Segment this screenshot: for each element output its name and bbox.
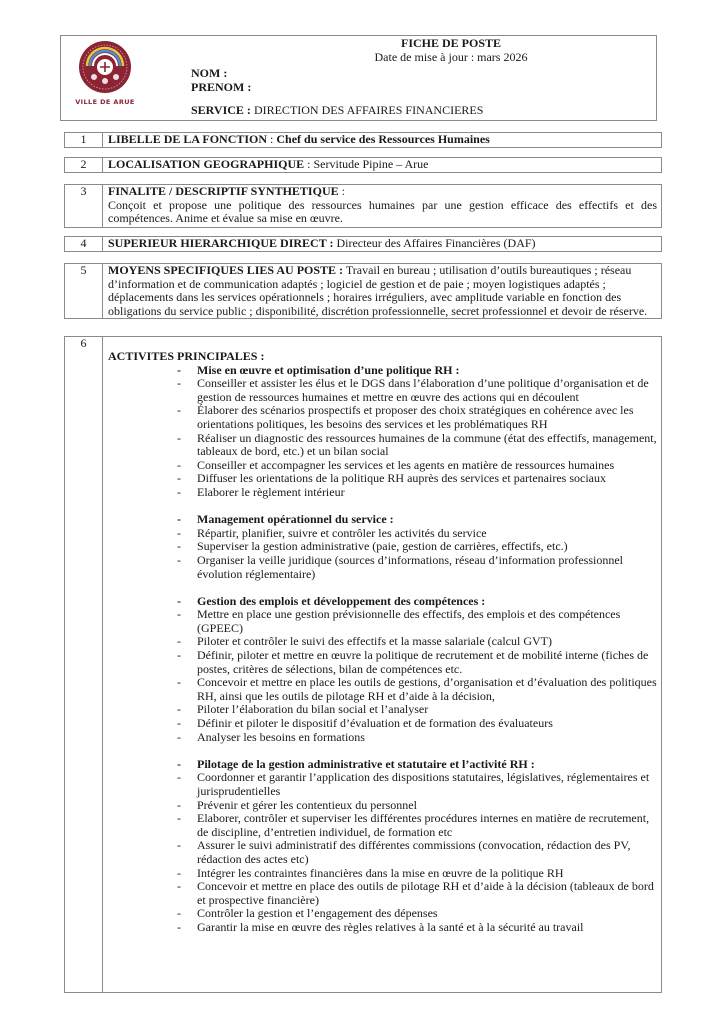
separator: :	[338, 184, 345, 198]
section-label: MOYENS SPECIFIQUES LIES AU POSTE :	[108, 263, 344, 277]
section-number: 4	[65, 237, 103, 251]
section-content	[103, 264, 661, 318]
section-value: Servitude Pipine – Arue	[313, 157, 429, 171]
section-value: Conçoit et propose une politique des ressources humaines par une gestion efficace des effectifs et des compétences. Anime et évalue sa mise en œuvre.	[108, 197, 657, 226]
activity-item: - Conseiller et assister les élus et le DGS dans l’élaboration d’une politique d’organisation et de gestion de ressources humaines et mettre en œuvre des actions qui en découlent	[175, 377, 657, 404]
activity-item: - Analyser les besoins en formations	[175, 731, 657, 745]
activity-item: - Organiser la veille juridique (sources d’informations, réseau d’information professionnel évolution réglementaire)	[175, 554, 657, 581]
section-label: FINALITE / DESCRIPTIF SYNTHETIQUE	[108, 184, 339, 198]
activity-item: - Prévenir et gérer les contentieux du personnel	[175, 799, 657, 813]
municipal-seal-icon	[78, 40, 132, 94]
activity-item: - Définir, piloter et mettre en œuvre la politique de recrutement et de mobilité interne (fiches de postes, critères de sélections, bilan de compétences etc.	[175, 649, 657, 676]
activity-item: - Diffuser les orientations de la politique RH auprès des services et partenaires sociaux	[175, 472, 657, 486]
activity-item: - Elaborer le règlement intérieur	[175, 486, 657, 500]
update-date: Date de mise à jour : mars 2026	[374, 50, 528, 64]
section-number: 1	[65, 133, 103, 147]
prenom-label: PRENOM :	[191, 80, 252, 94]
activity-item: - Piloter et contrôler le suivi des effectifs et la masse salariale (calcul GVT)	[175, 635, 657, 649]
activity-item: - Réaliser un diagnostic des ressources humaines de la commune (état des effectifs, management, tableaux de bord, etc.) et un bilan social	[175, 432, 657, 459]
activity-item: - Piloter l’élaboration du bilan social et l’analyser	[175, 703, 657, 717]
separator: :	[304, 157, 314, 171]
section-content	[103, 337, 661, 992]
activity-item: - Assurer le suivi administratif des différentes commissions (convocation, rédaction des PV, rédaction des actes etc)	[175, 839, 657, 866]
activity-item: - Coordonner et garantir l’application des dispositions statutaires, législatives, réglementaires et jurisprudentielles	[175, 771, 657, 798]
separator: :	[267, 132, 277, 146]
section-content	[103, 185, 661, 227]
document-title: FICHE DE POSTE	[400, 36, 502, 50]
section-content	[103, 237, 661, 251]
section-content	[103, 133, 661, 147]
activity-group-heading: - Management opérationnel du service :	[175, 513, 657, 527]
section-number: 3	[65, 185, 103, 227]
activity-group-heading: - Pilotage de la gestion administrative et statutaire et l’activité RH :	[175, 758, 657, 772]
activity-group-heading: - Mise en œuvre et optimisation d’une politique RH :	[175, 364, 657, 378]
section-label: LOCALISATION GEOGRAPHIQUE	[108, 157, 305, 171]
section-activites	[64, 336, 662, 993]
logo-caption: VILLE DE ARUE	[75, 98, 135, 106]
section-value: Chef du service des Ressources Humaines	[276, 132, 490, 146]
service-value: DIRECTION DES AFFAIRES FINANCIERES	[250, 103, 484, 117]
activity-item: - Mettre en place une gestion prévisionnelle des effectifs, des emplois et des compétences (GPEEC)	[175, 608, 657, 635]
nom-field	[191, 67, 227, 81]
section-label: SUPERIEUR HIERARCHIQUE DIRECT :	[108, 236, 334, 250]
nom-label: NOM :	[191, 66, 228, 80]
activity-item: - Définir et piloter le dispositif d’évaluation et de formation des évaluateurs	[175, 717, 657, 731]
activity-item: - Élaborer des scénarios prospectifs et proposer des choix stratégiques en cohérence avec les orientations politiques, les besoins des services et les problématiques RH	[175, 404, 657, 431]
section-content	[103, 158, 661, 172]
service-label: SERVICE :	[191, 103, 251, 117]
section-number: 5	[65, 264, 103, 318]
activity-item: - Concevoir et mettre en place les outils de gestions, d’organisation et d’évaluation des politiques RH, ainsi que les outils de pilotage RH et d’aide à la décision,	[175, 676, 657, 703]
activity-item: - Conseiller et accompagner les services et les agents en matière de ressources humaines	[175, 459, 657, 473]
section-value: Directeur des Affaires Financières (DAF)	[336, 236, 536, 250]
section-localisation	[64, 157, 662, 173]
service-field	[191, 104, 483, 118]
activities-list	[175, 364, 657, 935]
activity-item: - Contrôler la gestion et l’engagement des dépenses	[175, 907, 657, 921]
activity-item: - Intégrer les contraintes financières dans la mise en œuvre de la politique RH	[175, 867, 657, 881]
document-header	[60, 35, 657, 121]
activity-item: - Répartir, planifier, suivre et contrôler les activités du service	[175, 527, 657, 541]
section-number: 2	[65, 158, 103, 172]
activity-group-heading: - Gestion des emplois et développement des compétences :	[175, 595, 657, 609]
section-finalite	[64, 184, 662, 228]
activity-item: - Concevoir et mettre en place des outils de pilotage RH et d’aide à la décision (tableaux de bord et prospective financière)	[175, 880, 657, 907]
ville-de-arue-logo	[74, 40, 136, 112]
section-value: Travail en bureau ; utilisation d’outils bureautiques ; réseau d’information et de communication adaptés ; logiciel de gestion et de paie ; moyen logistiques adaptés ; déplacements dans les services opérationnels ; horaires irréguliers, avec amplitude variable en fonction des obligations du service public ; disponibilité, discrétion professionnelle, secret professionnel et devoir de réserve.	[108, 263, 648, 318]
section-moyens	[64, 263, 662, 319]
activity-item: - Garantir la mise en œuvre des règles relatives à la santé et à la sécurité au travail	[175, 921, 657, 935]
activity-item: - Elaborer, contrôler et superviser les différentes procédures internes en matière de recrutement, de discipline, d’entretien individuel, de formation etc	[175, 812, 657, 839]
section-number: 6	[65, 337, 103, 992]
section-label: ACTIVITES PRINCIPALES :	[108, 349, 265, 363]
section-label: LIBELLE DE LA FONCTION	[108, 132, 268, 146]
section-libelle-fonction	[64, 132, 662, 148]
prenom-field	[191, 81, 251, 95]
activity-item: - Superviser la gestion administrative (paie, gestion de carrières, effectifs, etc.)	[175, 540, 657, 554]
section-superieur	[64, 236, 662, 252]
